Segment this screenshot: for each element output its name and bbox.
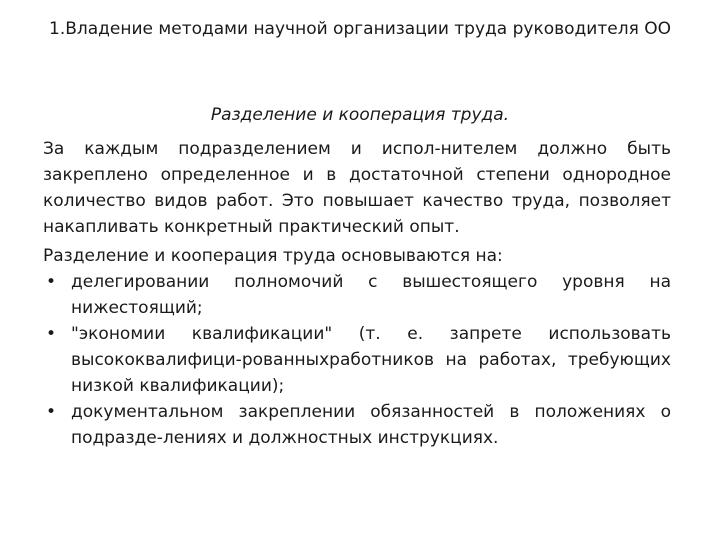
- body-paragraph: За каждым подразделением и испол-нителем должно быть закреплено определенное и в достаточной степени однородное количество видов работ. Это повышает качество труда, позволяет накапливать конкретный практический опыт.: [43, 139, 671, 237]
- slide-body: [43, 136, 671, 451]
- list-item-text: делегировании полномочий с вышестоящего уровня на нижестоящий;: [71, 272, 671, 318]
- section-subtitle: Разделение и кооперация труда.: [210, 105, 510, 125]
- bullet-list: [43, 269, 671, 451]
- bullet-icon: •: [45, 402, 57, 422]
- list-item-text: документальном закреплении обязанностей в положениях о подразде-лениях и должностных инструкциях.: [71, 402, 671, 448]
- list-item: [43, 399, 671, 451]
- list-item: [43, 269, 671, 321]
- slide-title: 1.Владение методами научной организации труда руководителя ОО: [49, 19, 671, 39]
- bullet-icon: •: [45, 324, 57, 344]
- list-item: [43, 321, 671, 399]
- bullet-icon: •: [45, 272, 57, 292]
- list-intro: Разделение и кооперация труда основываются на:: [43, 246, 503, 266]
- list-item-text: "экономии квалификации" (т. е. запрете использовать высококвалифици-рованныхработников на работах, требующих низкой квалификации);: [71, 324, 671, 396]
